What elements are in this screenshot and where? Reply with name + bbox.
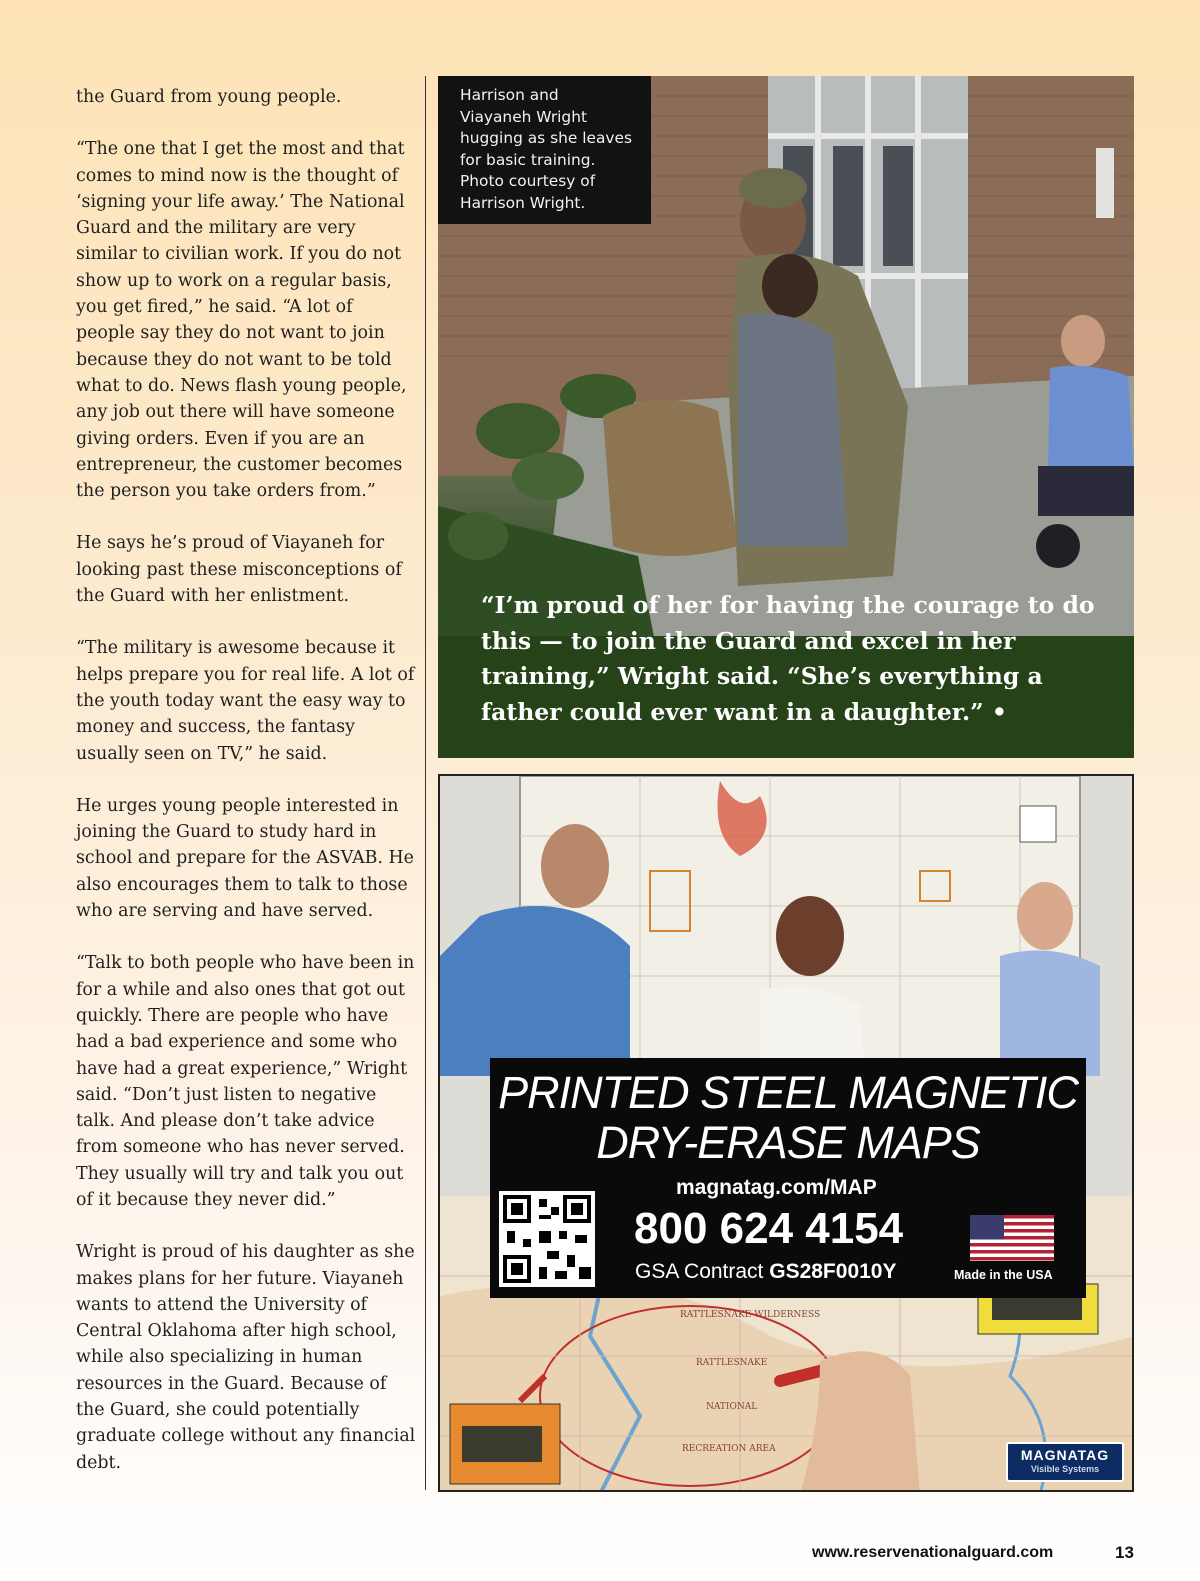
map-label-national: NATIONAL bbox=[706, 1402, 758, 1412]
map-label-rattlesnake: RATTLESNAKE bbox=[696, 1358, 768, 1368]
article-paragraph: “The one that I get the most and that comes to mind now is the thought of ‘signing your life away.’ The National Guard and the military are very similar to civilian work. If you do not show up to work on a regular basis, you get fired,” he said. “A lot of people say they do not want to join because they do not want to be told what to do. News flash young people, any job out there will have someone giving orders. Even if you are an entrepreneur, the customer becomes the person you take orders from.” bbox=[76, 139, 407, 502]
article-paragraph: Wright is proud of his daughter as she makes plans for her future. Viayaneh wants to attend the University of Central Oklahoma after high school, while also specializing in human resources in the Guard. Because of the Guard, she could potentially graduate college without any financial debt. bbox=[76, 1242, 416, 1473]
map-label-recreation: RECREATION AREA bbox=[682, 1444, 776, 1454]
article-column bbox=[76, 84, 416, 1502]
article-paragraph: the Guard from young people. bbox=[76, 87, 342, 107]
qr-code[interactable] bbox=[499, 1191, 595, 1287]
page-number: 13 bbox=[1115, 1543, 1134, 1562]
logo-tagline: Visible Systems bbox=[1030, 1464, 1100, 1474]
pull-quote: “I’m proud of her for having the courage to do this — to join the Guard and excel in her training,” Wright said. “She’s everything a father could ever want in a daughter.” • bbox=[481, 591, 1095, 726]
logo-name: MAGNATAG bbox=[1020, 1447, 1110, 1463]
hug-photo bbox=[438, 76, 1134, 758]
article-paragraph: He urges young people interested in joining the Guard to study hard in school and prepare for the ASVAB. He also encourages them to talk to those who are serving and have served. bbox=[76, 795, 414, 922]
footer-website-link[interactable]: www.reservenationalguard.com bbox=[812, 1544, 1054, 1561]
ad-website-link[interactable]: magnatag.com/MAP bbox=[676, 1176, 877, 1199]
qr-code-icon bbox=[499, 1191, 595, 1287]
ad-phone-number[interactable]: 800 624 4154 bbox=[634, 1204, 904, 1253]
photo-caption: Harrison and Viayaneh Wright hugging as she leaves for basic training. Photo courtesy of Harrison Wright. bbox=[438, 76, 651, 224]
gsa-contract-label: GSA Contract bbox=[635, 1260, 764, 1283]
map-label-wilderness: RATTLESNAKE WILDERNESS bbox=[680, 1310, 821, 1320]
made-in-usa-label: Made in the USA bbox=[954, 1268, 1053, 1282]
us-flag-icon bbox=[970, 1215, 1054, 1261]
article-paragraph: “Talk to both people who have been in for a while and also ones that got out quickly. There are people who have had a bad experience and some who have had a great experience,” Wright said. “Don’t just listen to negative talk. And please don’t take advice from someone who has never served. They usually will try and talk you out of it because they never did.” bbox=[76, 953, 415, 1210]
gsa-contract-number: GS28F0010Y bbox=[769, 1260, 897, 1283]
magnatag-logo bbox=[1006, 1442, 1124, 1482]
article-paragraph: “The military is awesome because it helps prepare you for real life. A lot of the youth today want the easy way to money and success, the fantasy usually seen on TV,” he said. bbox=[76, 638, 415, 764]
ad-headline: PRINTED STEEL MAGNETIC DRY-ERASE MAPS bbox=[498, 1067, 1078, 1168]
gsa-contract bbox=[635, 1260, 897, 1284]
article-paragraph: He says he’s proud of Viayaneh for looking past these misconceptions of the Guard with her enlistment. bbox=[76, 533, 402, 607]
magnatag-advertisement[interactable] bbox=[438, 774, 1134, 1492]
ad-info-box bbox=[490, 1058, 1086, 1298]
column-divider bbox=[425, 76, 426, 1490]
